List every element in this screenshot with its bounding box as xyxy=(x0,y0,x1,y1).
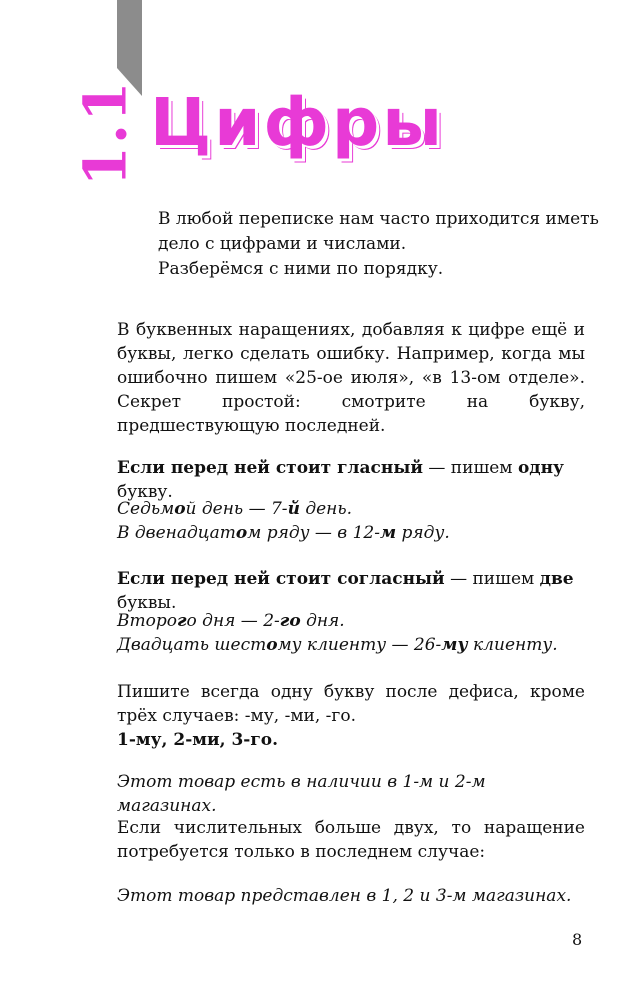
example-highlight: м xyxy=(379,523,397,543)
example-highlight: й xyxy=(287,499,300,519)
example-text: дня. xyxy=(300,611,345,631)
example-text: о дня — 2- xyxy=(186,611,280,631)
rule-consonant-mid: — пишем xyxy=(444,569,540,589)
exceptions-list xyxy=(117,728,585,752)
example-highlight: о xyxy=(266,635,278,655)
example-text: ряду. xyxy=(396,523,450,543)
example-consonant-2 xyxy=(117,633,585,657)
example-text: день. xyxy=(299,499,353,519)
rule-vowel-word: одну xyxy=(517,458,564,478)
example-exceptions: Этот товар есть в наличии в 1-м и 2-м магазинах. xyxy=(117,772,486,816)
rule-vowel-lead: Если перед ней стоит гласный xyxy=(117,458,423,478)
rule-consonant-tail: буквы. xyxy=(117,593,177,613)
page-number: 8 xyxy=(572,930,583,949)
example-text: й день — 7- xyxy=(185,499,288,519)
paragraph-exceptions: Пишите всегда одну букву после дефиса, кроме трёх случаев: -му, -ми, -го. xyxy=(117,682,585,726)
chapter-number-text: 1.1 xyxy=(71,79,139,187)
intro-text xyxy=(158,207,608,282)
example-multiple: Этот товар представлен в 1, 2 и 3-м магазинах. xyxy=(117,886,572,906)
example-vowel-2 xyxy=(117,521,585,545)
rule-consonant xyxy=(117,567,585,615)
chapter-number xyxy=(60,78,150,188)
paragraph-intro-rule: В буквенных наращениях, добавляя к цифре ещё и буквы, легко сделать ошибку. Например, когда мы ошибочно пишем «25-ое июля», «в 13-ом отделе». Секрет простой: смотрите на букву, предшествующую последней. xyxy=(117,320,585,436)
chapter-title: Цифры xyxy=(150,84,445,161)
example-consonant-1 xyxy=(117,609,585,633)
example-text: му клиенту — 26- xyxy=(277,635,442,655)
example-highlight: го xyxy=(279,611,301,631)
example-highlight: г xyxy=(176,611,187,631)
rule-consonant-lead: Если перед ней стоит согласный xyxy=(117,569,445,589)
example-text: Второ xyxy=(117,611,177,631)
intro-line-2: дело с цифрами и числами. xyxy=(158,234,407,254)
rule-vowel-tail: букву. xyxy=(117,482,173,502)
example-highlight: му xyxy=(441,635,468,655)
example-text: Седьм xyxy=(117,499,175,519)
example-text: м ряду — в 12- xyxy=(247,523,380,543)
intro-line-1: В любой переписке нам часто приходится иметь xyxy=(158,209,599,229)
example-text: В двенадцат xyxy=(117,523,236,543)
paragraph-multiple: Если числительных больше двух, то наращение потребуется только в последнем случае: xyxy=(117,818,585,862)
example-highlight: о xyxy=(235,523,248,543)
rule-vowel-mid: — пишем xyxy=(422,458,518,478)
example-highlight: о xyxy=(174,499,186,519)
rule-consonant-word: две xyxy=(539,569,574,589)
example-text: Двадцать шест xyxy=(117,635,267,655)
exceptions-bold: 1-му, 2-ми, 3-го. xyxy=(117,730,279,750)
intro-line-3: Разберёмся с ними по порядку. xyxy=(158,259,444,279)
example-text: клиенту. xyxy=(467,635,558,655)
example-vowel-1 xyxy=(117,497,585,521)
